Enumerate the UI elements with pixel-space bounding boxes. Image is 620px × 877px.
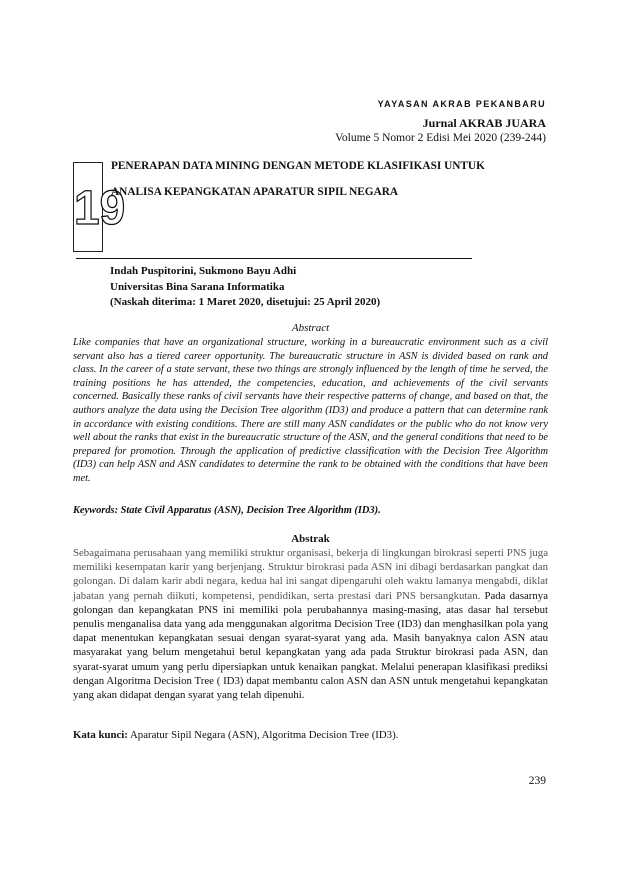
paper-title-line-2: ANALISA KEPANGKATAN APARATUR SIPIL NEGARA: [111, 186, 399, 198]
abstrak-keywords-label: Kata kunci:: [73, 729, 128, 741]
abstrak-body-part-1: Sebagaimana perusahaan yang memiliki struktur organisasi, bekerja di lingkungan birokrasi seperti PNS juga memiliki kesempatan karir yang berjenjang. Struktur birokrasi pada ASN ini dibagi berdasarkan pangkat dan golongan. Di dalam karir abdi negara, kedua hal ini sangat dipengaruhi oleh waktu lamanya mengabdi, diklat jabatan yang pernah diikuti, kompetensi, pendidikan, serta prestasi dari PNS bersangkutan.: [73, 547, 548, 602]
publisher-name: YAYASAN AKRAB PEKANBARU: [377, 99, 546, 109]
abstrak-keywords: [73, 729, 548, 741]
volume-info: Volume 5 Nomor 2 Edisi Mei 2020 (239-244): [335, 132, 546, 144]
chapter-number: 19: [74, 179, 126, 235]
author-names: Indah Puspitorini, Sukmono Bayu Adhi: [110, 265, 297, 277]
paper-title-line-1: PENERAPAN DATA MINING DENGAN METODE KLASIFIKASI UNTUK: [111, 160, 485, 172]
abstrak-body: [73, 546, 548, 702]
abstrak-body-part-2: Pada dasarnya golongan dan kepangkatan PNS ini memiliki pola perubahannya masing-masing, atas dasar hal tersebut penulis menganalisa data yang ada menggunakan algoritma Decision Tree (ID3) dan menghasilkan pola yang dapat menentukan kepangkatan sesuai dengan syarat-syarat yang ada. Masih banyaknya calon ASN atau masyarakat yang belum mengetahui betul kepangkatan yang ada pada Struktur birokrasi pada ASN, dan syarat-syarat umum yang perlu dipersiapkan untuk kenaikan pangkat. Melalui penerapan klasifikasi prediksi dengan Algoritma Decision Tree ( ID3) dapat membantu calon ASN dan ASN untuk mengetahui kepangkatan yang akan didapat dengan syarat yang telah dipenuhi.: [73, 589, 548, 702]
abstract-heading: Abstract: [291, 322, 330, 334]
author-affiliation: Universitas Bina Sarana Informatika: [110, 281, 285, 293]
abstract-keywords: Keywords: State Civil Apparatus (ASN), Decision Tree Algorithm (ID3).: [73, 505, 381, 516]
abstrak-keywords-text: Aparatur Sipil Negara (ASN), Algoritma Decision Tree (ID3).: [127, 729, 399, 741]
abstract-body: Like companies that have an organizational structure, working in a bureaucratic environment such as a civil servant also has a tiered career opportunity. The bureaucratic structure in ASN is divided based on rank and class. In the career of a state servant, these two things are strongly influenced by the length of time he served, the training positions he has attended, the competencies, education, and achievements of the civil servants concerned. Basically these ranks of civil servants have their respective patterns of change, and based on that, the authors analyze the data using the Decision Tree algorithm (ID3) and produce a pattern that can determine rank in accordance with existing conditions. There are still many ASN candidates or the public who do not know very well about the ranks that exist in the bureaucratic structure of the ASN, and the general conditions that need to be prepared for promotion. Through the application of predictive classification with the Decision Tree Algorithm (ID3) can help ASN and ASN candidates to determine the rank to be obtained with the conditions that have been met.: [73, 337, 548, 484]
chapter-number-box: [73, 162, 126, 252]
submission-dates: (Naskah diterima: 1 Maret 2020, disetujui: 25 April 2020): [110, 296, 381, 308]
journal-name: Jurnal AKRAB JUARA: [422, 116, 546, 130]
page-number: 239: [528, 775, 546, 787]
title-divider: [76, 258, 472, 259]
abstrak-heading: Abstrak: [291, 533, 330, 545]
